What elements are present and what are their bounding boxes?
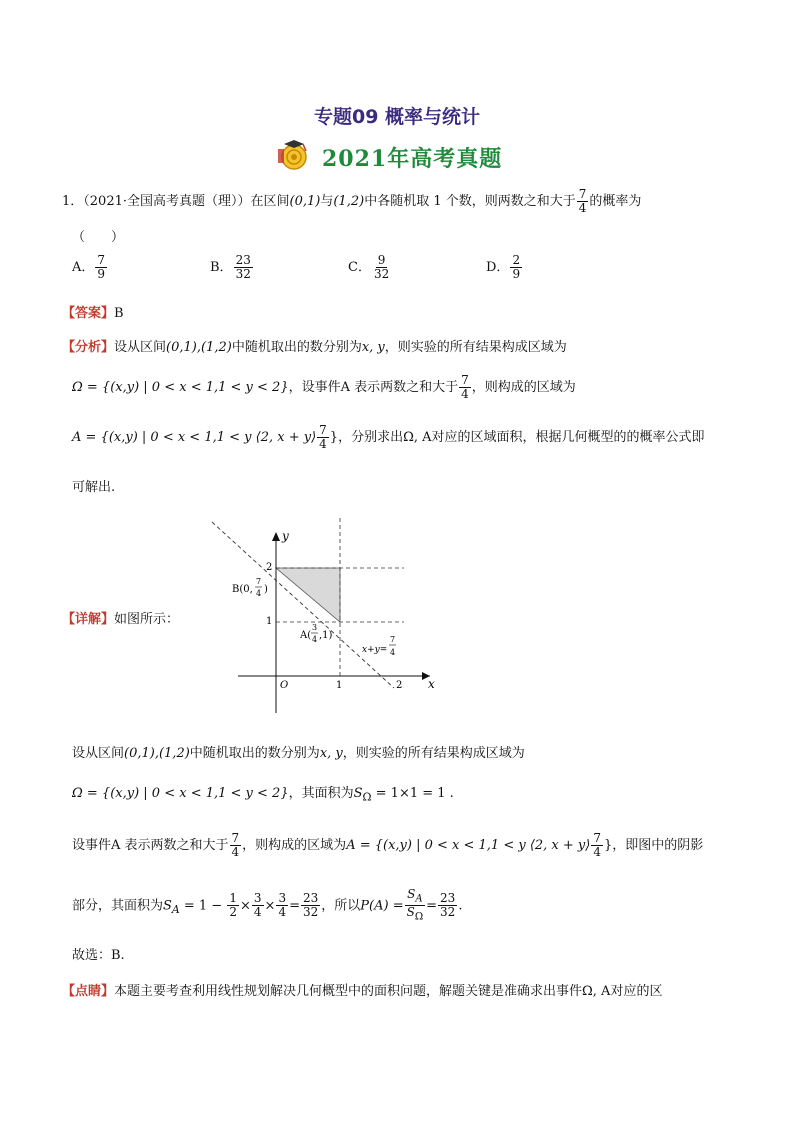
- x-axis-label: x: [428, 677, 435, 691]
- svg-text:7: 7: [390, 635, 396, 644]
- svg-text:,1): ,1): [319, 630, 333, 641]
- point-a-label: A(: [300, 630, 312, 641]
- mascot-logo: [276, 137, 312, 173]
- answer-value: B: [114, 306, 124, 321]
- y-axis-label: y: [282, 529, 289, 543]
- solution-choice: 故选：B.: [72, 948, 125, 963]
- analysis-line-3: A = {(x,y) | 0 < x < 1,1 < y ⟨2, x + y⟩ $\frac{7}{4}$ }，分别求出Ω, A对应的区域面积，根据几何概型的的概率公式即: [72, 423, 705, 451]
- interval-1: (0,1): [289, 194, 321, 209]
- fraction: $\frac{7}{4}$: [578, 187, 587, 215]
- line-x-plus-y: [212, 522, 394, 688]
- stem-part: 中各随机取 1 个数，则两数之和大于: [364, 194, 576, 209]
- tick-y-1: 1: [266, 616, 273, 627]
- shaded-region: [276, 568, 340, 622]
- option-b[interactable]: B． $\frac{23}{32}$: [210, 253, 251, 281]
- analysis-line-2: Ω = {(x,y) | 0 < x < 1,1 < y < 2}，设事件A 表示两数之和大于 $\frac{7}{4}$ ，则构成的区域为: [72, 373, 576, 401]
- stem-part: 的概率为: [589, 194, 642, 209]
- section-subtitle: 2021年高考真题: [322, 146, 503, 172]
- question-number: 1．: [62, 194, 84, 209]
- solution-line-2: Ω = {(x,y) | 0 < x < 1,1 < y < 2}，其面积为$S_\Omega = 1\times 1 = 1$ .: [72, 786, 454, 804]
- region-diagram: [208, 518, 448, 718]
- analysis-line-4: 可解出.: [72, 480, 116, 495]
- stem-part: 在区间: [250, 194, 290, 209]
- interval-2: (1,2): [333, 194, 365, 209]
- answer-blank: （ ）: [72, 230, 125, 245]
- svg-text:4: 4: [256, 589, 262, 598]
- svg-text:): ): [264, 584, 268, 595]
- option-c[interactable]: C． $\frac{9}{32}$: [348, 253, 390, 281]
- analysis-line-1: 【分析】设从区间(0,1),(1,2)中随机取出的数分别为x, y，则实验的所有结果构成区域为: [62, 340, 567, 355]
- option-d[interactable]: D． $\frac{2}{9}$: [486, 253, 521, 281]
- question-stem: [62, 188, 641, 215]
- detail-label: 【详解】如图所示：: [62, 612, 180, 627]
- svg-text:3: 3: [312, 623, 318, 632]
- line-label: x+y=: [362, 645, 388, 655]
- stem-part: 与: [320, 194, 334, 209]
- svg-text:7: 7: [256, 577, 262, 586]
- tick-y-2: 2: [266, 562, 273, 573]
- solution-line-4: 部分，其面积为$S_A = 1$ − $\frac{1}{2}$ × $\frac{3}{4}$ × $\frac{3}{4}$ = $\frac{23}{32}$ ，所以P(A) = $\frac{S_A}{S_\Omega}$ = $\frac{23}{32}$ .: [72, 887, 463, 923]
- solution-line-1: 设从区间(0,1),(1,2)中随机取出的数分别为x, y，则实验的所有结果构成区域为: [72, 746, 525, 761]
- key-point: 【点睛】本题主要考查利用线性规划解决几何概型中的面积问题，解题关键是准确求出事件Ω, A对应的区: [62, 984, 663, 999]
- svg-text:4: 4: [390, 648, 396, 657]
- point-b-label: B(0,: [232, 584, 253, 595]
- svg-text:4: 4: [312, 635, 318, 644]
- tick-x-2: 2: [396, 680, 403, 691]
- answer-line: [62, 302, 124, 321]
- origin-label: O: [280, 680, 289, 691]
- option-a[interactable]: A． $\frac{7}{9}$: [72, 253, 106, 281]
- solution-line-3: 设事件A 表示两数之和大于 $\frac{7}{4}$ ，则构成的区域为A = {(x,y) | 0 < x < 1,1 < y ⟨2, x + y⟩ $\frac{7}{4}$ }，即图中的阴影: [72, 831, 704, 859]
- answer-tag: 【答案】: [62, 306, 115, 321]
- page-title: 专题09 概率与统计: [313, 106, 481, 128]
- question-source: （2021·全国高考真题（理））: [83, 194, 251, 209]
- tick-x-1: 1: [336, 680, 343, 691]
